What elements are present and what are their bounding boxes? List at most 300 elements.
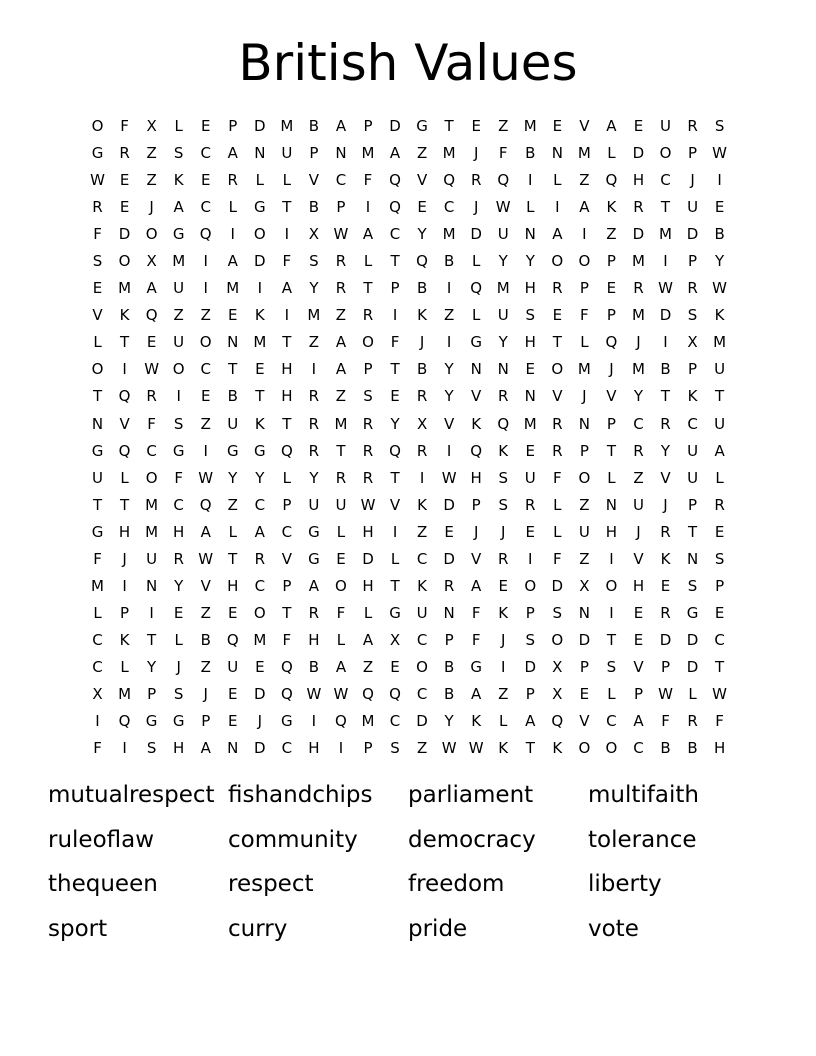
grid-letter: I [311,360,317,379]
grid-letter: B [714,225,725,244]
grid-letter: B [443,657,455,676]
grid-letter: I [365,198,371,217]
grid-letter: L [93,333,102,352]
grid-letter: C [200,360,211,379]
word-list-item: ruleoflaw [48,826,155,853]
grid-letter: K [173,171,184,190]
grid-letter: M [361,712,375,731]
grid-letter: T [282,414,292,433]
grid-letter: I [446,279,452,298]
grid-letter: E [552,306,563,325]
grid-letter: Q [280,657,293,676]
grid-letter: B [525,144,536,163]
grid-letter: V [308,171,320,190]
grid-letter: Z [173,306,184,325]
grid-letter: I [528,549,533,568]
grid-letter: W [198,549,214,568]
grid-letter: Z [443,306,455,325]
grid-letter: C [281,739,293,758]
grid-letter: D [254,117,266,135]
grid-letter: P [715,576,725,595]
grid-letter: D [578,630,591,649]
grid-letter: R [308,387,320,406]
grid-letter: W [198,468,214,487]
grid-letter: I [528,171,533,190]
grid-letter: V [281,549,292,568]
grid-letter: Q [118,387,131,406]
grid-letter: T [228,549,238,568]
grid-letter: A [471,684,482,703]
grid-letter: Q [118,712,131,731]
grid-letter: T [687,522,698,541]
grid-letter: I [122,739,127,758]
grid-letter: D [524,657,537,676]
grid-letter: C [146,441,157,460]
grid-letter: O [91,360,104,379]
grid-letter: A [525,712,536,731]
grid-letter: C [92,657,103,676]
grid-letter: P [363,117,373,135]
grid-letter: C [443,198,455,217]
grid-letter: M [172,252,186,271]
grid-row [84,329,734,356]
grid-letter: V [633,549,644,568]
grid-letter: R [660,603,671,622]
grid-letter: U [714,360,726,379]
grid-letter: G [145,712,158,731]
grid-letter: U [660,117,671,135]
grid-letter: S [146,739,157,758]
grid-letter: P [688,252,698,271]
word-list-item: sport [48,915,108,942]
grid-letter: Q [280,441,293,460]
grid-letter: U [687,441,699,460]
grid-letter: C [687,414,698,433]
grid-letter: R [227,171,238,190]
grid-letter: U [146,549,158,568]
grid-letter: M [226,279,240,298]
grid-letter: J [203,684,208,703]
grid-letter: Y [444,360,454,379]
grid-letter: O [524,576,537,595]
grid-letter: W [441,739,457,758]
grid-letter: Z [416,739,428,758]
grid-letter: T [606,630,616,649]
grid-letter: C [660,171,671,190]
grid-letter: Z [335,387,347,406]
grid-letter: P [525,684,535,703]
grid-letter: Q [470,441,483,460]
grid-letter: Q [145,306,158,325]
grid-letter: P [282,576,292,595]
grid-letter: Z [416,144,428,163]
grid-letter: H [632,576,645,595]
grid-row [84,383,734,410]
grid-letter: Q [199,225,212,244]
grid-letter: H [173,522,185,541]
grid-letter: B [200,630,211,649]
grid-letter: C [200,198,211,217]
grid-letter: J [690,171,695,190]
grid-letter: H [524,333,536,352]
grid-letter: K [471,414,482,433]
grid-letter: Y [633,387,644,406]
grid-letter: E [173,603,184,622]
grid-letter: Y [255,468,265,487]
grid-letter: Z [146,171,157,190]
grid-letter: P [147,684,157,703]
grid-letter: K [417,576,427,595]
word-list-item: parliament [408,782,534,808]
grid-letter: U [524,468,536,487]
grid-letter: P [688,360,698,379]
grid-letter: Z [416,522,428,541]
grid-letter: I [555,198,560,217]
grid-letter: J [663,495,668,514]
grid-letter: R [362,441,374,460]
grid-letter: F [174,468,183,487]
grid-letter: E [714,198,725,217]
grid-letter: Z [200,414,211,433]
grid-letter: Z [227,495,238,514]
grid-letter: Q [389,198,401,217]
grid-letter: I [122,360,127,379]
grid-letter: R [525,495,536,514]
grid-letter: A [173,198,184,217]
grid-letter: A [200,739,211,758]
grid-letter: L [282,468,292,487]
grid-letter: S [714,117,725,135]
grid-letter: M [631,360,645,379]
grid-letter: U [578,522,590,541]
grid-letter: U [497,225,509,244]
grid-letter: Z [633,468,644,487]
grid-letter: S [390,739,400,758]
grid-letter: Y [498,333,508,352]
grid-letter: G [686,603,699,622]
grid-letter: P [363,739,373,758]
grid-row [84,275,734,302]
grid-letter: D [254,252,266,271]
grid-letter: R [308,441,320,460]
grid-letter: E [390,387,400,406]
grid-row [84,492,734,519]
grid-letter: E [471,117,481,135]
grid-letter: L [174,630,183,649]
grid-letter: I [176,387,181,406]
grid-letter: L [472,306,481,325]
grid-letter: K [714,306,725,325]
grid-row [84,248,734,275]
grid-letter: X [146,252,157,271]
grid-letter: Q [280,684,293,703]
grid-letter: O [253,225,266,244]
grid-letter: T [282,603,292,622]
grid-letter: W [333,684,349,703]
grid-letter: E [228,306,238,325]
grid-letter: L [282,171,292,190]
grid-letter: P [390,279,400,298]
grid-letter: L [526,198,535,217]
grid-letter: R [335,252,347,271]
word-list-item: mutualrespect [48,782,215,808]
grid-letter: R [470,171,482,190]
grid-letter: R [552,441,563,460]
grid-letter: D [118,225,131,244]
grid-letter: D [686,225,699,244]
grid-letter: F [282,630,292,649]
grid-letter: Q [118,441,131,460]
grid-letter: I [582,225,587,244]
grid-letter: O [551,252,564,271]
grid-letter: R [362,414,374,433]
grid-letter: M [361,144,375,163]
grid-letter: O [91,117,104,135]
grid-letter: H [632,171,645,190]
grid-letter: R [254,549,266,568]
grid-letter: Z [362,657,374,676]
grid-letter: Y [228,468,238,487]
grid-letter: I [609,549,614,568]
grid-letter: E [228,684,238,703]
grid-letter: A [281,279,292,298]
grid-letter: J [636,522,641,541]
grid-letter: G [389,603,401,622]
grid-letter: A [335,657,347,676]
grid-letter: O [578,252,591,271]
grid-letter: E [633,117,644,135]
grid-letter: R [687,117,698,135]
grid-letter: Q [551,712,564,731]
grid-letter: V [660,468,671,487]
grid-letter: J [257,712,263,731]
grid-letter: D [254,684,266,703]
grid-row [84,654,734,681]
grid-letter: W [495,198,511,217]
grid-letter: J [149,198,154,217]
grid-letter: C [200,144,211,163]
grid-letter: Z [498,117,509,135]
grid-letter: L [553,522,562,541]
grid-letter: T [336,441,346,460]
grid-letter: C [389,225,401,244]
grid-letter: T [444,117,454,135]
grid-letter: N [470,360,482,379]
grid-letter: E [714,603,725,622]
grid-letter: V [606,387,617,406]
grid-letter: J [473,144,479,163]
grid-letter: R [92,198,103,217]
grid-letter: R [308,414,320,433]
grid-letter: G [416,117,428,135]
grid-letter: M [523,117,537,135]
grid-letter: B [416,279,428,298]
grid-letter: F [553,549,562,568]
grid-letter: F [553,468,562,487]
grid-letter: O [578,739,591,758]
grid-letter: U [281,144,293,163]
grid-letter: I [284,225,290,244]
grid-letter: L [255,171,264,190]
grid-letter: J [122,549,127,568]
grid-letter: I [230,225,235,244]
grid-letter: F [363,171,373,190]
grid-letter: H [362,576,374,595]
grid-letter: J [419,333,425,352]
grid-row [84,167,734,194]
grid-letter: T [282,333,292,352]
grid-letter: P [120,603,130,622]
grid-letter: U [173,279,185,298]
grid-letter: K [606,198,617,217]
grid-letter: I [663,252,668,271]
grid-letter: X [416,414,428,433]
grid-letter: K [417,495,427,514]
grid-letter: A [633,712,644,731]
grid-letter: R [687,712,698,731]
grid-letter: L [363,252,373,271]
grid-letter: M [334,414,348,433]
grid-letter: V [552,387,563,406]
grid-letter: Y [174,576,184,595]
grid-letter: S [714,549,725,568]
grid-letter: D [389,117,401,135]
grid-letter: M [307,306,321,325]
grid-letter: A [146,279,157,298]
grid-letter: X [579,576,590,595]
grid-letter: I [257,279,263,298]
grid-letter: J [501,630,506,649]
grid-row [84,519,734,546]
grid-letter: Q [605,171,618,190]
grid-letter: I [419,468,425,487]
grid-letter: C [606,712,617,731]
grid-letter: Z [200,603,211,622]
grid-letter: A [389,144,401,163]
grid-letter: V [444,414,455,433]
grid-letter: X [687,333,698,352]
grid-letter: I [95,712,100,731]
grid-letter: G [91,441,104,460]
grid-letter: P [606,414,616,433]
grid-letter: H [605,522,618,541]
grid-letter: F [580,306,589,325]
word-list-item: democracy [408,826,536,853]
grid-letter: S [173,144,184,163]
grid-letter: U [308,495,320,514]
grid-letter: T [390,576,400,595]
grid-letter: G [91,522,104,541]
grid-letter: R [552,279,563,298]
grid-letter: D [416,712,428,731]
grid-letter: C [254,495,266,514]
grid-letter: O [551,630,564,649]
grid-letter: O [605,576,618,595]
grid-letter: O [551,360,564,379]
grid-letter: C [389,712,401,731]
grid-letter: B [660,360,671,379]
grid-letter: Z [146,144,157,163]
grid-letter: P [363,360,373,379]
grid-letter: E [119,198,130,217]
grid-letter: G [226,441,239,460]
grid-letter: R [146,387,157,406]
grid-letter: U [416,603,428,622]
grid-letter: V [200,576,211,595]
grid-letter: S [309,252,319,271]
grid-letter: P [660,657,671,676]
grid-letter: Z [200,306,211,325]
grid-letter: E [633,603,644,622]
grid-letter: E [255,657,265,676]
grid-letter: F [120,117,129,135]
grid-letter: F [147,414,156,433]
grid-letter: G [470,657,482,676]
word-list [48,777,788,955]
grid-letter: W [712,144,728,163]
grid-letter: Y [444,387,454,406]
grid-letter: D [362,549,374,568]
grid-letter: M [118,279,132,298]
grid-letter: C [416,549,428,568]
grid-letter: L [93,603,102,622]
grid-letter: T [119,333,130,352]
grid-letter: I [203,441,208,460]
grid-letter: H [524,279,536,298]
grid-letter: P [633,684,643,703]
grid-letter: O [605,739,618,758]
grid-letter: M [145,495,159,514]
grid-letter: F [93,739,102,758]
grid-letter: Y [390,414,400,433]
grid-letter: I [663,333,668,352]
grid-letter: A [200,522,211,541]
grid-letter: N [91,414,104,433]
grid-letter: B [687,739,698,758]
grid-letter: N [443,603,455,622]
grid-letter: K [498,441,509,460]
grid-letter: E [525,360,536,379]
grid-letter: F [93,549,102,568]
grid-letter: R [633,279,644,298]
grid-letter: L [336,522,346,541]
grid-letter: V [389,495,401,514]
grid-letter: M [631,252,645,271]
grid-letter: D [254,739,266,758]
grid-letter: K [471,712,482,731]
grid-letter: Y [309,279,319,298]
grid-letter: R [498,387,509,406]
grid-letter: F [715,712,724,731]
grid-letter: E [444,522,454,541]
grid-letter: N [524,225,536,244]
grid-letter: J [609,360,614,379]
grid-letter: Q [335,712,347,731]
grid-letter: O [659,144,672,163]
grid-letter: N [497,360,509,379]
grid-letter: Y [660,441,671,460]
grid-letter: T [147,630,157,649]
grid-letter: G [470,333,482,352]
grid-letter: L [553,171,562,190]
word-list-item: curry [228,915,288,942]
grid-letter: A [227,144,238,163]
grid-letter: F [498,144,508,163]
grid-letter: K [660,549,671,568]
grid-letter: L [120,468,129,487]
grid-letter: L [472,252,481,271]
grid-letter: B [660,739,671,758]
